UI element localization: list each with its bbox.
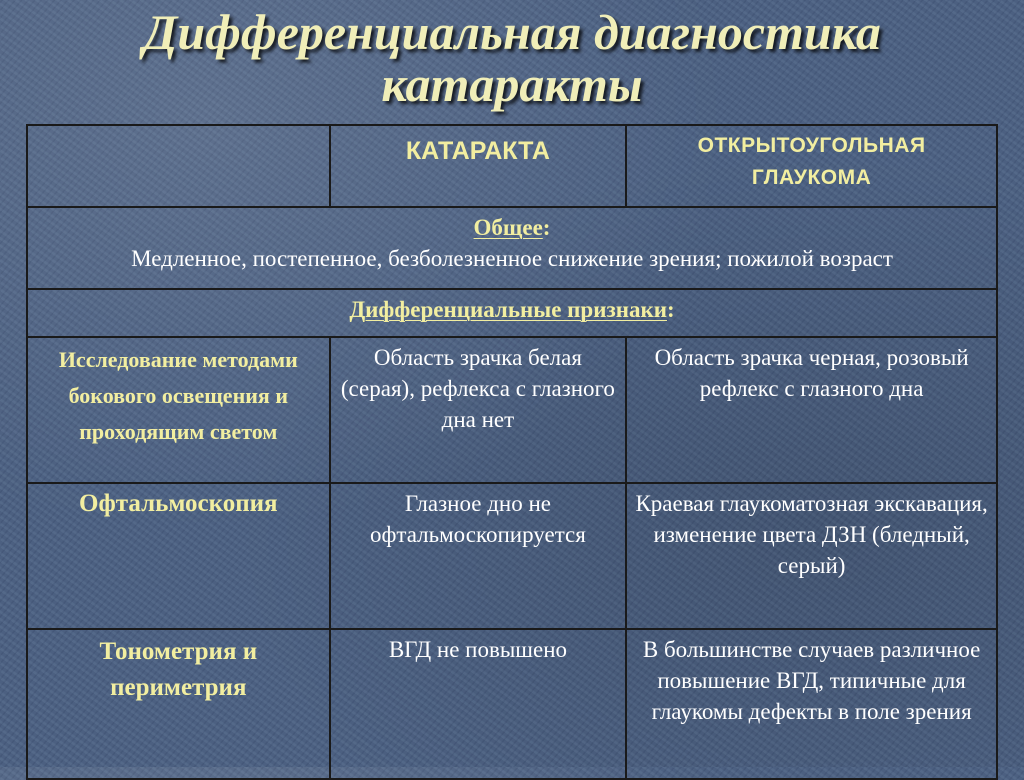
- slide-title-line-2: катаракты: [381, 56, 643, 112]
- differential-heading-colon: :: [666, 297, 675, 322]
- row-label-ophthalmoscopy: Офтальмоскопия: [27, 483, 330, 629]
- cell-cataract-lateral-illumination: Область зрачка белая (серая), рефлекса с глазного дна нет: [330, 337, 627, 483]
- header-glaucoma-line-2: ГЛАУКОМА: [751, 166, 872, 189]
- common-text: Медленное, постепенное, безболезненное снижение зрения; пожилой возраст: [131, 246, 893, 271]
- common-heading: Общее: [473, 215, 543, 240]
- differential-diagnosis-table: [26, 124, 998, 780]
- common-cell: [27, 207, 997, 289]
- differential-heading-row: [27, 289, 997, 337]
- table-row: [27, 337, 997, 483]
- differential-heading: Дифференциальные признаки: [349, 297, 667, 322]
- cell-cataract-tonometry-perimetry: ВГД не повышено: [330, 629, 627, 779]
- slide-title-line-1: Дифференциальная диагностика: [143, 4, 881, 60]
- common-row: [27, 207, 997, 289]
- slide-title: [0, 6, 1024, 110]
- cell-glaucoma-tonometry-perimetry: В большинстве случаев различное повышение ВГД, типичные для глаукомы дефекты в поле зрения: [626, 629, 997, 779]
- differential-heading-cell: [27, 289, 997, 337]
- row-label-tonometry-perimetry: Тонометрия и периметрия: [27, 629, 330, 779]
- cell-cataract-ophthalmoscopy: Глазное дно не офтальмоскопируется: [330, 483, 627, 629]
- table-row: [27, 483, 997, 629]
- header-glaucoma-line-1: ОТКРЫТОУГОЛЬНАЯ: [697, 134, 926, 157]
- header-glaucoma: [626, 125, 997, 207]
- header-cataract: КАТАРАКТА: [330, 125, 627, 207]
- table-row: [27, 629, 997, 779]
- cell-glaucoma-ophthalmoscopy: Краевая глаукоматозная экскавация, изменение цвета ДЗН (бледный, серый): [626, 483, 997, 629]
- table-header-row: [27, 125, 997, 207]
- header-empty-cell: [27, 125, 330, 207]
- common-heading-colon: :: [542, 215, 551, 240]
- row-label-lateral-illumination: Исследование методами бокового освещения и проходящим светом: [27, 337, 330, 483]
- cell-glaucoma-lateral-illumination: Область зрачка черная, розовый рефлекс с глазного дна: [626, 337, 997, 483]
